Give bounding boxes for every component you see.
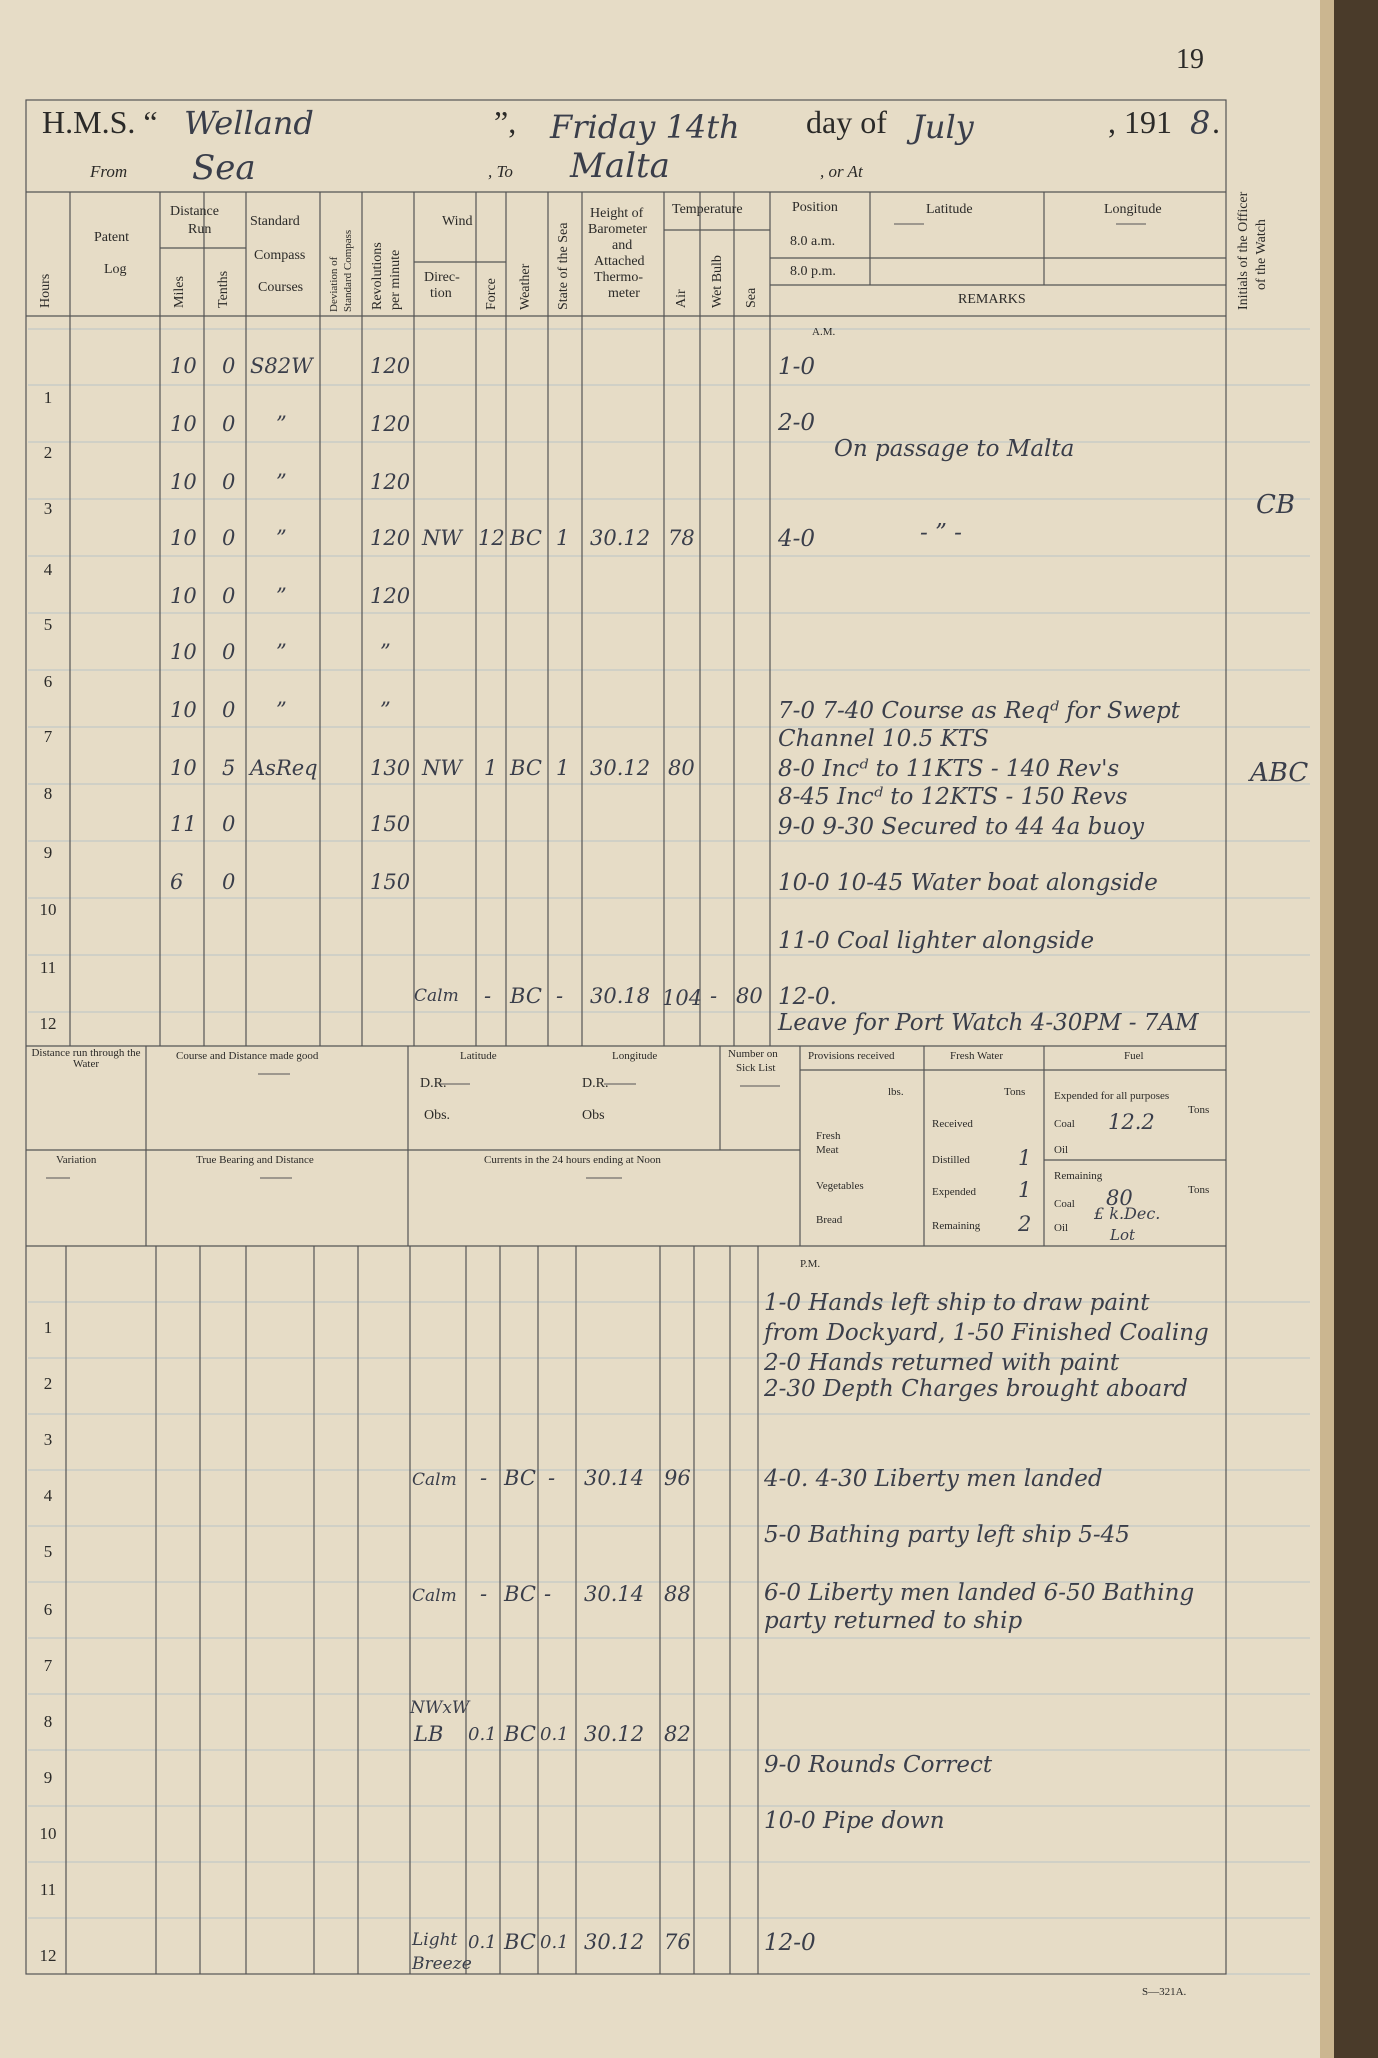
- remark-line: 4-0: [778, 526, 816, 552]
- pm-hour: 7: [43, 1656, 53, 1675]
- col-height-2: Barometer: [588, 222, 648, 237]
- tenths-cell: 0: [222, 812, 236, 836]
- label-distilled: Distilled: [932, 1154, 970, 1166]
- pm-hour: 6: [43, 1600, 53, 1619]
- col-compass: Compass: [254, 248, 306, 263]
- officer-initials: CB: [1256, 490, 1295, 520]
- remark-line: 2-0: [778, 410, 816, 436]
- col-distance: Distance: [170, 204, 219, 219]
- remark-line: 2-30 Depth Charges brought aboard: [764, 1376, 1188, 1402]
- barometer-cell: 30.14: [584, 1466, 645, 1490]
- tenths-cell: 0: [222, 470, 236, 494]
- expended-value: 1: [1018, 1178, 1032, 1202]
- col-deviation-2: Standard Compass: [342, 229, 354, 312]
- remark-line: 1-0 Hands left ship to draw paint: [764, 1290, 1150, 1316]
- year-digit: 8: [1190, 104, 1211, 142]
- col-deviation: Deviation of: [328, 256, 340, 312]
- revs-cell: 150: [370, 870, 411, 894]
- pos-pm: 8.0 p.m.: [790, 264, 836, 279]
- weather-cell: BC: [504, 1722, 536, 1746]
- col-force: Force: [484, 278, 499, 310]
- ship-name: Welland: [184, 104, 314, 142]
- weather-cell: BC: [510, 756, 542, 780]
- pm-hour: 9: [43, 1768, 53, 1787]
- am-hour: 8: [43, 784, 53, 803]
- sea-state-cell: 0.1: [540, 1932, 569, 1953]
- pm-hour: 2: [43, 1374, 53, 1393]
- tenths-cell: 0: [222, 698, 236, 722]
- miles-cell: 10: [170, 470, 197, 494]
- col-patent: Patent: [94, 230, 129, 245]
- label-course-distance: Course and Distance made good: [176, 1050, 319, 1062]
- am-hour: 11: [39, 958, 57, 977]
- miles-cell: 10: [170, 412, 197, 436]
- col-height-4: Attached: [594, 254, 645, 269]
- label-coal: Coal: [1054, 1118, 1075, 1130]
- remark-line: from Dockyard, 1-50 Finished Coaling: [764, 1320, 1209, 1346]
- col-height-3: and: [612, 238, 633, 253]
- remark-line: 8-45 Incᵈ to 12KTS - 150 Revs: [778, 784, 1128, 810]
- pm-hour: 4: [43, 1486, 53, 1505]
- miles-cell: 10: [170, 756, 197, 780]
- miles-cell: 11: [170, 812, 197, 836]
- remark-line: 1-0: [778, 354, 816, 380]
- wind-dir-cell: Calm: [412, 1470, 457, 1490]
- label-rem-oil: Oil: [1054, 1222, 1069, 1234]
- label-variation: Variation: [56, 1154, 97, 1166]
- force-cell: 1: [484, 756, 498, 780]
- day-name: Friday 14th: [550, 108, 740, 146]
- barometer-cell: 30.18: [590, 984, 651, 1008]
- course-cell: ”: [276, 698, 287, 722]
- label-sick-list-1: Number on: [728, 1048, 778, 1060]
- label-oil: Oil: [1054, 1144, 1069, 1156]
- label-expended: Expended: [932, 1186, 976, 1198]
- air-temp-cell: 104: [662, 986, 703, 1010]
- ship-close: ”,: [494, 104, 517, 140]
- book-edge: [1320, 0, 1378, 2058]
- page-number: 19: [1176, 44, 1204, 75]
- force-cell: -: [480, 1582, 488, 1606]
- revs-cell: 120: [370, 470, 411, 494]
- col-per-minute: per minute: [388, 249, 403, 310]
- col-initials-1: Initials of the Officer: [1236, 191, 1251, 310]
- day-of-label: day of: [806, 104, 887, 140]
- force-cell: -: [480, 1466, 488, 1490]
- air-temp-cell: 82: [664, 1722, 691, 1746]
- pm-hour: 12: [39, 1946, 57, 1965]
- pm-hour: 3: [43, 1430, 53, 1449]
- am-hour: 12: [39, 1014, 57, 1033]
- miles-cell: 10: [170, 354, 197, 378]
- remark-line: 2-0 Hands returned with paint: [764, 1350, 1120, 1376]
- col-remarks: REMARKS: [958, 292, 1026, 307]
- weather-cell: BC: [510, 526, 542, 550]
- label-fresh-water: Fresh Water: [950, 1050, 1003, 1062]
- am-hour: 10: [39, 900, 57, 919]
- sea-state-cell: -: [556, 984, 564, 1008]
- am-hour: 3: [43, 499, 53, 518]
- remark-line: Channel 10.5 KTS: [778, 726, 989, 752]
- col-revolutions: Revolutions: [370, 242, 385, 310]
- revs-cell: 120: [370, 354, 411, 378]
- sea-state-cell: 1: [556, 756, 570, 780]
- am-hour: 4: [43, 560, 53, 579]
- force-cell: 12: [478, 526, 505, 550]
- lat-obs: Obs.: [424, 1108, 451, 1123]
- remark-line: 9-0 Rounds Correct: [764, 1752, 993, 1778]
- label-meat: Meat: [816, 1144, 839, 1156]
- pm-label: P.M.: [800, 1258, 821, 1270]
- col-weather: Weather: [518, 263, 533, 310]
- label-longitude: Longitude: [612, 1050, 658, 1062]
- remark-line: - ” -: [920, 520, 962, 546]
- miles-cell: 10: [170, 640, 197, 664]
- month: July: [912, 108, 974, 146]
- label-fresh: Fresh: [816, 1130, 841, 1142]
- label-remaining-fuel: Remaining: [1054, 1170, 1103, 1182]
- pm-hour: 11: [39, 1880, 57, 1899]
- col-standard: Standard: [250, 214, 300, 229]
- col-miles: Miles: [172, 276, 187, 308]
- remark-line: 5-0 Bathing party left ship 5-45: [764, 1522, 1130, 1548]
- force-cell: -: [484, 984, 492, 1008]
- year-prefix: , 191: [1108, 104, 1172, 140]
- course-cell: ”: [276, 526, 287, 550]
- col-run: Run: [188, 222, 212, 237]
- tenths-cell: 0: [222, 354, 236, 378]
- wind-dir-cell: NW: [422, 756, 462, 780]
- oil-remaining-value-2: Lot: [1110, 1226, 1136, 1244]
- course-cell: ”: [276, 412, 287, 436]
- to-label: , To: [488, 162, 513, 181]
- remark-line: party returned to ship: [764, 1608, 1023, 1634]
- am-hour: 1: [43, 388, 53, 407]
- pos-am: 8.0 a.m.: [790, 234, 836, 249]
- tenths-cell: 5: [222, 756, 236, 780]
- wind-dir-cell: Calm: [412, 1586, 457, 1606]
- label-currents: Currents in the 24 hours ending at Noon: [484, 1154, 661, 1166]
- remark-line: On passage to Malta: [834, 436, 1075, 462]
- am-hour: 2: [43, 443, 53, 462]
- coal-remaining-value: 80: [1106, 1186, 1133, 1210]
- col-log: Log: [104, 262, 127, 277]
- remark-line: 12-0.: [778, 984, 837, 1010]
- label-bread: Bread: [816, 1214, 843, 1226]
- label-expended-all: Expended for all purposes: [1054, 1090, 1170, 1102]
- col-height-1: Height of: [590, 206, 644, 221]
- label-distance-run: Distance run through the Water: [31, 1047, 141, 1070]
- weather-cell: BC: [504, 1930, 536, 1954]
- col-wind: Wind: [442, 214, 473, 229]
- label-latitude: Latitude: [460, 1050, 497, 1062]
- label-lbs: lbs.: [888, 1086, 904, 1098]
- col-height-5: Thermo-: [594, 270, 643, 285]
- wind-dir-cell: Calm: [414, 986, 459, 1006]
- tenths-cell: 0: [222, 640, 236, 664]
- col-height-6: meter: [608, 286, 640, 301]
- wind-dir-cell: Light: [412, 1930, 458, 1950]
- remark-line: 6-0 Liberty men landed 6-50 Bathing: [764, 1580, 1195, 1606]
- miles-cell: 10: [170, 526, 197, 550]
- col-tenths: Tenths: [216, 270, 231, 308]
- label-true-bearing: True Bearing and Distance: [196, 1154, 314, 1166]
- barometer-cell: 30.12: [590, 756, 651, 780]
- pm-hour: 1: [43, 1318, 53, 1337]
- label-vegetables: Vegetables: [816, 1180, 864, 1192]
- sea-state-cell: -: [544, 1582, 552, 1606]
- pm-hour: 8: [43, 1712, 53, 1731]
- am-label: A.M.: [812, 326, 836, 338]
- label-provisions: Provisions received: [808, 1050, 895, 1062]
- air-temp-cell: 78: [668, 526, 695, 550]
- remark-line: 10-0 10-45 Water boat alongside: [778, 870, 1158, 896]
- label-fuel-tons: Tons: [1188, 1104, 1210, 1116]
- label-fuel: Fuel: [1124, 1050, 1144, 1062]
- col-position: Position: [792, 200, 838, 215]
- am-hour: 7: [43, 727, 53, 746]
- or-at-label: , or At: [820, 162, 863, 181]
- remaining-value: 2: [1018, 1212, 1032, 1236]
- revs-cell: 130: [370, 756, 411, 780]
- col-wet-bulb: Wet Bulb: [710, 255, 725, 308]
- from-label: From: [90, 162, 128, 181]
- lon-dr: D.R.: [582, 1076, 609, 1091]
- air-temp-cell: 96: [664, 1466, 691, 1490]
- lat-dr: D.R.: [420, 1076, 447, 1091]
- to-value: Malta: [570, 146, 670, 186]
- barometer-cell: 30.12: [590, 526, 651, 550]
- year-suffix: .: [1212, 104, 1220, 140]
- remark-line: 4-0. 4-30 Liberty men landed: [764, 1466, 1103, 1492]
- barometer-cell: 30.12: [584, 1722, 645, 1746]
- barometer-cell: 30.14: [584, 1582, 645, 1606]
- label-remaining-tons: Tons: [1188, 1184, 1210, 1196]
- revs-cell: 120: [370, 584, 411, 608]
- wind-dir-cell-2: Breeze: [412, 1954, 472, 1974]
- course-cell: AsReq: [250, 756, 318, 780]
- miles-cell: 10: [170, 584, 197, 608]
- remark-line: 7-0 7-40 Course as Reqᵈ for Swept: [778, 698, 1180, 724]
- col-sea: Sea: [744, 287, 759, 308]
- col-direction-2: tion: [430, 286, 452, 301]
- col-temperature: Temperature: [672, 202, 743, 217]
- tenths-cell: 0: [222, 870, 236, 894]
- label-sick-list-2: Sick List: [736, 1062, 776, 1074]
- ship-prefix: H.M.S. “: [42, 104, 158, 140]
- pm-hour: 5: [43, 1542, 53, 1561]
- col-courses: Courses: [258, 280, 304, 295]
- revs-cell: 120: [370, 412, 411, 436]
- officer-initials: ABC: [1250, 758, 1309, 788]
- wet-bulb-cell: -: [710, 984, 718, 1008]
- remark-line: 8-0 Incᵈ to 11KTS - 140 Rev's: [778, 756, 1120, 782]
- wind-dir-top-cell: NWxW: [410, 1698, 470, 1718]
- col-initials-2: of the Watch: [1254, 219, 1269, 290]
- revs-cell: ”: [380, 698, 391, 722]
- tenths-cell: 0: [222, 526, 236, 550]
- course-cell: S82W: [250, 354, 313, 378]
- force-cell: 0.1: [468, 1724, 497, 1745]
- course-cell: ”: [276, 640, 287, 664]
- remark-line: Leave for Port Watch 4-30PM - 7AM: [778, 1010, 1199, 1036]
- air-temp-cell: 88: [664, 1582, 691, 1606]
- label-received: Received: [932, 1118, 973, 1130]
- revs-cell: ”: [380, 640, 391, 664]
- label-water-tons: Tons: [1004, 1086, 1026, 1098]
- force-cell: 0.1: [468, 1932, 497, 1953]
- wind-dir-cell: LB: [414, 1722, 444, 1746]
- oil-remaining-value: £ k.Dec.: [1094, 1204, 1161, 1223]
- miles-cell: 6: [170, 870, 184, 894]
- remark-line: 11-0 Coal lighter alongside: [778, 928, 1095, 954]
- col-latitude: Latitude: [926, 202, 973, 217]
- sea-state-cell: 0.1: [540, 1724, 569, 1745]
- col-state-of-sea: State of the Sea: [556, 222, 571, 310]
- revs-cell: 120: [370, 526, 411, 550]
- form-number: S—321A.: [1142, 1986, 1187, 1998]
- air-temp-cell: 76: [664, 1930, 691, 1954]
- am-hour: 6: [43, 672, 53, 691]
- weather-cell: BC: [504, 1466, 536, 1490]
- weather-cell: BC: [504, 1582, 536, 1606]
- from-value: Sea: [192, 148, 256, 188]
- miles-cell: 10: [170, 698, 197, 722]
- revs-cell: 150: [370, 812, 411, 836]
- remark-line: 9-0 9-30 Secured to 44 4a buoy: [778, 814, 1145, 840]
- remark-line: 12-0: [764, 1930, 816, 1956]
- air-temp-cell: 80: [668, 756, 695, 780]
- col-direction: Direc-: [424, 270, 460, 285]
- distilled-value: 1: [1018, 1146, 1032, 1170]
- remark-line: 10-0 Pipe down: [764, 1808, 945, 1834]
- label-remaining: Remaining: [932, 1220, 981, 1232]
- col-air: Air: [674, 289, 689, 308]
- sea-temp-cell: 80: [736, 984, 763, 1008]
- sea-state-cell: -: [548, 1466, 556, 1490]
- course-cell: ”: [276, 584, 287, 608]
- am-hour: 9: [43, 843, 53, 862]
- tenths-cell: 0: [222, 584, 236, 608]
- col-longitude: Longitude: [1104, 202, 1162, 217]
- weather-cell: BC: [510, 984, 542, 1008]
- tenths-cell: 0: [222, 412, 236, 436]
- lon-obs: Obs: [582, 1108, 605, 1123]
- col-hours: Hours: [38, 273, 53, 308]
- course-cell: ”: [276, 470, 287, 494]
- label-rem-coal: Coal: [1054, 1198, 1075, 1210]
- coal-expended-value: 12.2: [1108, 1110, 1155, 1134]
- pm-hour: 10: [39, 1824, 57, 1843]
- barometer-cell: 30.12: [584, 1930, 645, 1954]
- am-hour: 5: [43, 615, 53, 634]
- sea-state-cell: 1: [556, 526, 570, 550]
- wind-dir-cell: NW: [422, 526, 462, 550]
